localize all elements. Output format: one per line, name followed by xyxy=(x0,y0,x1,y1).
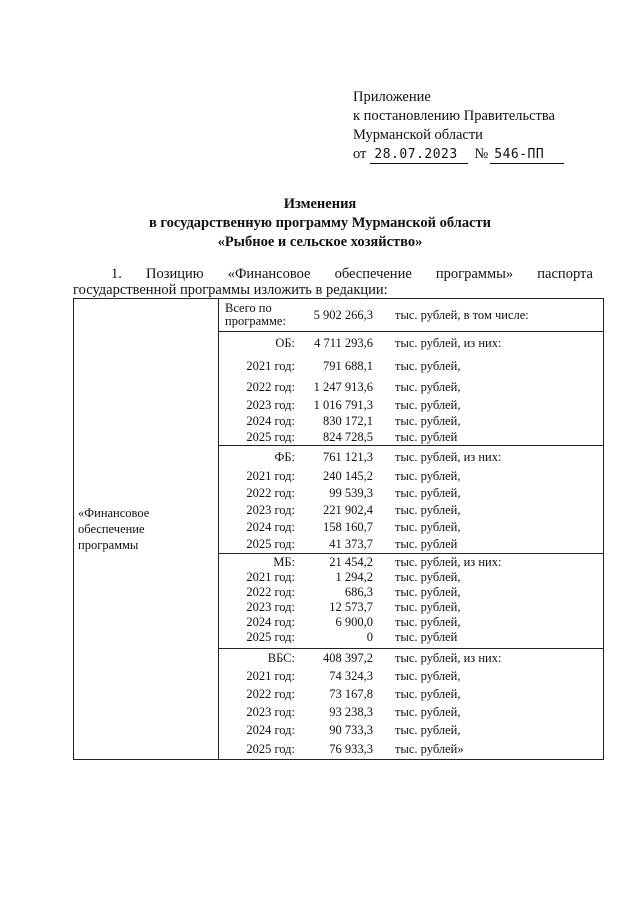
year-value: 12 573,7 xyxy=(329,600,373,614)
section-unit: тыс. рублей, из них: xyxy=(395,449,502,464)
appendix-region: Мурманской области xyxy=(353,127,483,143)
paragraph-word: обеспечение xyxy=(334,266,412,282)
section-header xyxy=(219,649,603,667)
year-row xyxy=(219,413,603,429)
total-unit: тыс. рублей, в том числе: xyxy=(395,307,529,322)
year-row xyxy=(219,703,603,721)
section-unit: тыс. рублей, из них: xyxy=(395,650,502,665)
section-label: МБ: xyxy=(273,554,295,569)
section-fb xyxy=(219,446,604,554)
year-unit: тыс. рублей» xyxy=(395,741,464,756)
paragraph-line-1 xyxy=(73,266,593,282)
year-unit: тыс. рублей, xyxy=(395,503,461,517)
section-unit: тыс. рублей, из них: xyxy=(395,554,502,569)
year-unit: тыс. рублей, xyxy=(395,686,461,701)
paragraph-word: Позицию xyxy=(146,266,204,282)
paragraph-word: «Финансовое xyxy=(227,266,311,282)
year-value: 99 539,3 xyxy=(329,486,373,500)
section-vbs xyxy=(219,649,604,760)
year-value: 73 167,8 xyxy=(329,686,373,701)
paragraph-line-2: государственной программы изложить в редакции: xyxy=(73,282,388,298)
year-label: 2021 год: xyxy=(246,668,295,683)
title-line-1: Изменения xyxy=(283,196,357,212)
year-value: 1 294,2 xyxy=(335,570,373,584)
financing-label-line: обеспечение xyxy=(78,522,145,536)
year-label: 2023 год: xyxy=(246,397,295,412)
year-row xyxy=(219,600,603,615)
year-row xyxy=(219,685,603,703)
year-label: 2025 год: xyxy=(246,741,295,756)
year-unit: тыс. рублей, xyxy=(395,469,461,483)
year-unit: тыс. рублей, xyxy=(395,358,461,373)
year-row xyxy=(219,397,603,413)
year-value: 824 728,5 xyxy=(323,429,373,444)
section-label: ФБ: xyxy=(274,449,295,464)
year-value: 830 172,1 xyxy=(323,413,373,428)
year-label: 2021 год: xyxy=(246,358,295,373)
year-row xyxy=(219,468,603,485)
total-row xyxy=(219,299,603,331)
paragraph-number: 1. xyxy=(111,266,122,282)
year-label: 2025 год: xyxy=(246,429,295,444)
year-value: 1 016 791,3 xyxy=(313,397,373,412)
year-row xyxy=(219,615,603,630)
year-label: 2025 год: xyxy=(246,630,295,644)
section-value: 4 711 293,6 xyxy=(314,335,373,350)
year-value: 0 xyxy=(366,630,373,644)
year-value: 240 145,2 xyxy=(323,469,373,483)
year-unit: тыс. рублей, xyxy=(395,397,461,412)
year-row xyxy=(219,536,603,553)
section-header xyxy=(219,332,603,354)
paragraph-word: паспорта xyxy=(537,266,593,282)
paragraph-1 xyxy=(73,266,593,298)
financing-label-line: программы xyxy=(78,538,139,552)
year-unit: тыс. рублей, xyxy=(395,486,461,500)
year-row xyxy=(219,429,603,445)
year-row xyxy=(219,354,603,378)
title-line-2: в государственную программу Мурманской области xyxy=(148,215,492,231)
year-value: 93 238,3 xyxy=(329,704,373,719)
year-row xyxy=(219,502,603,519)
financing-label-line: «Финансовое xyxy=(78,506,150,520)
year-label: 2024 год: xyxy=(246,413,295,428)
year-value: 1 247 913,6 xyxy=(313,380,373,394)
year-value: 221 902,4 xyxy=(323,503,373,517)
year-unit: тыс. рублей, xyxy=(395,668,461,683)
year-unit: тыс. рублей, xyxy=(395,520,461,534)
year-row xyxy=(219,485,603,502)
year-label: 2021 год: xyxy=(246,570,295,584)
year-value: 6 900,0 xyxy=(335,615,373,629)
year-row xyxy=(219,570,603,585)
year-unit: тыс. рублей, xyxy=(395,585,461,599)
total-label xyxy=(219,302,301,328)
year-label: 2023 год: xyxy=(246,704,295,719)
year-unit: тыс. рублей, xyxy=(395,722,461,737)
document-title xyxy=(0,195,640,252)
year-label: 2023 год: xyxy=(246,503,295,517)
section-header xyxy=(219,554,603,570)
total-value: 5 902 266,3 xyxy=(313,307,373,322)
year-value: 686,3 xyxy=(344,585,373,599)
year-label: 2025 год: xyxy=(246,537,295,551)
year-label: 2021 год: xyxy=(246,469,295,483)
year-unit: тыс. рублей xyxy=(395,429,458,444)
section-label: ОБ: xyxy=(275,335,295,350)
decree-number: 546-ПП xyxy=(490,147,564,164)
year-value: 158 160,7 xyxy=(323,520,373,534)
year-row xyxy=(219,585,603,600)
year-label: 2022 год: xyxy=(246,686,295,701)
year-row xyxy=(219,519,603,536)
year-label: 2022 год: xyxy=(246,585,295,599)
year-row xyxy=(219,630,603,645)
from-label: от xyxy=(353,146,367,162)
decree-date: 28.07.2023 xyxy=(370,147,468,164)
paragraph-word: программы» xyxy=(435,266,514,282)
section-value: 408 397,2 xyxy=(323,650,373,665)
year-row xyxy=(219,739,603,759)
year-value: 76 933,3 xyxy=(329,741,373,756)
total-cell xyxy=(219,299,604,332)
financing-table xyxy=(73,298,604,760)
financing-label-cell xyxy=(74,299,219,760)
year-unit: тыс. рублей, xyxy=(395,600,461,614)
year-unit: тыс. рублей xyxy=(395,537,458,551)
year-unit: тыс. рублей, xyxy=(395,380,461,394)
year-value: 74 324,3 xyxy=(329,668,373,683)
year-row xyxy=(219,721,603,739)
appendix-title: Приложение xyxy=(353,89,431,105)
year-label: 2022 год: xyxy=(246,486,295,500)
total-label-line: Всего по xyxy=(225,301,272,315)
section-ob xyxy=(219,332,604,446)
year-unit: тыс. рублей, xyxy=(395,570,461,584)
appendix-decree: к постановлению Правительства xyxy=(353,108,555,124)
year-value: 90 733,3 xyxy=(329,722,373,737)
section-label: ВБС: xyxy=(267,650,295,665)
year-label: 2023 год: xyxy=(246,600,295,614)
year-row xyxy=(219,667,603,685)
year-label: 2024 год: xyxy=(246,615,295,629)
appendix-block xyxy=(353,88,564,164)
section-value: 21 454,2 xyxy=(329,554,373,569)
year-unit: тыс. рублей xyxy=(395,630,458,644)
year-unit: тыс. рублей, xyxy=(395,615,461,629)
year-label: 2024 год: xyxy=(246,520,295,534)
number-label: № xyxy=(474,146,489,162)
total-label-line: программе: xyxy=(225,314,286,328)
year-unit: тыс. рублей, xyxy=(395,413,461,428)
year-label: 2024 год: xyxy=(246,722,295,737)
year-value: 791 688,1 xyxy=(323,358,373,373)
section-mb xyxy=(219,554,604,649)
section-unit: тыс. рублей, из них: xyxy=(395,335,502,350)
appendix-dateline xyxy=(353,145,564,164)
year-unit: тыс. рублей, xyxy=(395,704,461,719)
year-value: 41 373,7 xyxy=(329,537,373,551)
year-row xyxy=(219,378,603,397)
section-value: 761 121,3 xyxy=(323,449,373,464)
title-line-3: «Рыбное и сельское хозяйство» xyxy=(217,234,423,250)
section-header xyxy=(219,446,603,468)
year-label: 2022 год: xyxy=(246,380,295,394)
